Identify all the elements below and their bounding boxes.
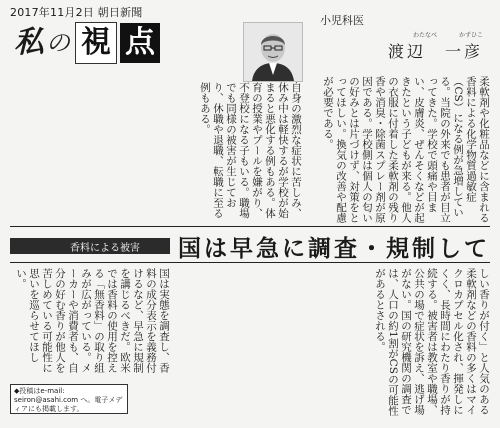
author-ruby: かずひこ [459,32,484,39]
article-body-lower-right: しい香りが付く」と人気のある柔軟剤などの香料の多くはマイクロカプセル化され、揮発しにくく、長時間にわたり香りが持続する。被害者は教室や職場、公共の場で症状を訴え、逃げ場がない。国の研究機関の調査では、人口の約1割がCSの可能性があるとされる。 [374,268,490,416]
column-title-char: の [46,29,70,57]
author-photo [243,22,303,82]
article-body-upper-right: 柔軟剤や化粧品などに含まれる香料による化学物質過敏症（CS）になる例が急増している。当院の外来でも患者が目立ってきた。学校で頭痛や目まい、皮膚炎、ぜんそくなどが起きたという子どもが来る。他人の衣服に付着した柔軟剤の残り香や消臭・除菌スプレー剤が原因である。学校側は個人の匂いの好みとは片づけず、対策をとってほしい。換気の改善や配慮が必要である。 [322,76,490,223]
divider [10,262,490,263]
author-ruby: わたなべ [412,32,437,39]
portrait-image [244,23,302,81]
column-title-char: 私 [14,25,44,60]
column-title-box: 点 [120,23,160,63]
column-title [14,22,160,64]
publication-dateline: 2017年11月2日 朝日新聞 [10,6,143,19]
column-title-box: 視 [75,22,117,64]
headline: 国は早急に調査・規制して [178,235,490,262]
author-department: 小児科医 [320,14,364,27]
divider [10,226,490,227]
article-body-lower-left: 国は実態を調査し、香料の成分表示を義務付けるなど、早急に規制を講じるべきだ。欧米では香料の使用を控える「無香料」の取り組みが広がっている。メーカーや消費者も、自分の好む香りが他人を苦しめている可能性に思いを巡らせてほしい。 [15,268,170,373]
subhead-bar [10,238,170,254]
author-name: 渡辺 一彦 [388,42,484,61]
article-body-upper-left: 自身の激烈な症状に苦しみ、休み中は軽快するが学校が始まると悪化する例もある。体育の授業やプールを嫌がり、不登校になる子もいる。職場でも同様の被害が生じており、休職や退職、転職に至る例もある。 [199,82,302,219]
submission-note: ◆投稿はe-mail: seiron@asahi.com へ。電子メディアにも掲載します。 [10,384,128,414]
subhead: 香料による被害 [70,243,140,254]
author-byline [388,30,483,62]
